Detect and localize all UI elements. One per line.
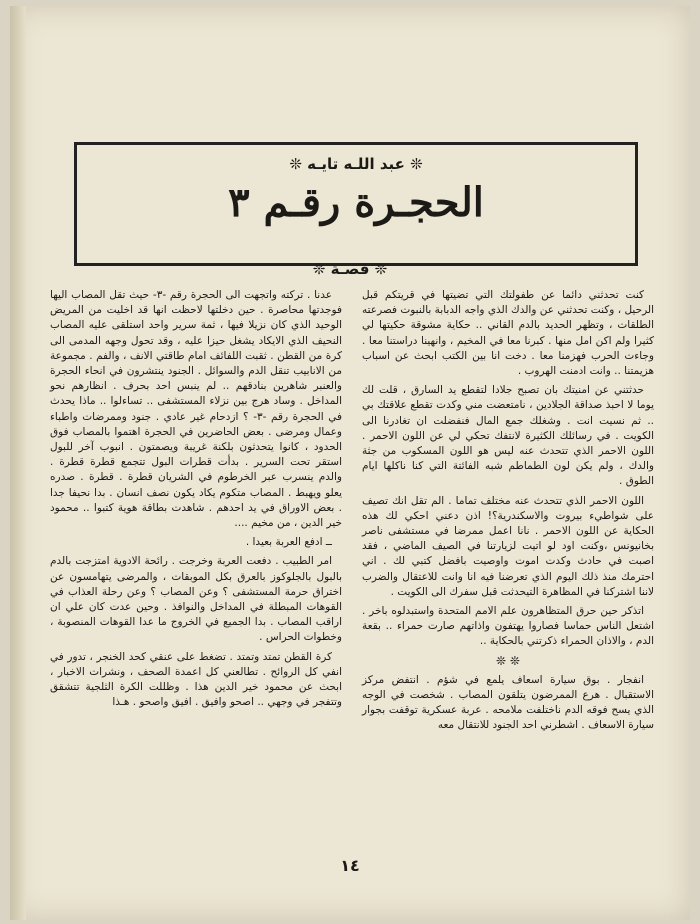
paragraph: ــ ادفع العربة بعيدا . bbox=[245, 536, 332, 549]
page-number: ١٤ bbox=[340, 856, 360, 875]
paragraph: حدثتني عن امنيتك بان تصبح جلادا لتقطع يد السارق ، قلت لك يوما لا احبذ صداقة الجلادين ، نامتعضت مني وكدت تقطع علاقتك بي .. ثم نسيت انت . وشغلك جمع المال فنفضلت ان تغادرنا الى الكويت . في رسائلك الكثيرة لانتفك تحكي لي عن اللون الاحمر . اللون الاحمر الذي تتحدث عنه ليس هو اللون المسكوب من جثة والدك ، ولم يكن لون الطماطم شبه الفائتة التي كنا ناكلها ايام الطوق . bbox=[362, 384, 654, 488]
right-column bbox=[362, 288, 654, 738]
genre-label: ❊ قصـة ❊ bbox=[312, 260, 388, 278]
binding-gutter bbox=[10, 6, 26, 920]
article-title: الحجـرة رقـم ٣ bbox=[228, 179, 484, 226]
section-divider: ❊ ❊ bbox=[496, 653, 520, 668]
paragraph: اتذكر حين حرق المتظاهرون علم الامم المتحدة واستبدلوه باخر . اشتعل الناس حماسا فصاروا يهتفون واذاتهم صارت حمراء .. بقعة الدم ، والاذان الحمراء ذكرتني بالحكاية .. bbox=[362, 605, 654, 648]
paragraph: كرة القطن تمتد وتمتد . تضغط على عنقي كحد الخنجر ، تدور في انفي كل الروائح . تطالعني كل اعمدة الصحف ، ونشرات الاخبار ، ابحث عن محمود خير الدين هذا . وظللت الكرة الثلجية تتشقق وتتفجر في وجهي .. اصحو وافيق . افيق واصحو . هـذا bbox=[50, 650, 342, 709]
left-column bbox=[50, 288, 342, 714]
title-box bbox=[74, 142, 638, 266]
author-name: ❊ عبد اللـه تايـه ❊ bbox=[289, 155, 423, 173]
magazine-page bbox=[10, 6, 690, 920]
paragraph: اللون الاحمر الذي تتحدث عنه مختلف تماما . الم تقل انك تصيف على شواطيء بيروت والاسكندرية؟! اذن دعني احكي لك هذه الحكاية عن اللون الاحمر . نانا اعمل ممرضا في مستشفى ناصر بخانيونس ،وكنت اود لو اتيت لزيارتنا في الصيف الماضي ، فقد اصبت في حادث وكدت اموت واوصيت بافضل كتبي لك . اني احترمك منذ ذلك اليوم الذي تعرضنا فيه انا وانت للاعتقال والضرب لاننا اشتركنا في المظاهرة التيحدثت قبل سفرك الى الكويت . bbox=[362, 494, 654, 598]
paragraph: امر الطبيب . دفعت العربة وخرجت . رائحة الادوية امتزجت بالدم بالبول بالجلوكوز بالعرق بكل الموبقات ، والمرضى يتهامسون عن اختراق حرمة المستشفى ؟ وعن المصاب ؟ وعن رحلة العذاب في القوهات المبطلة في المداخل والنوافذ . وحين عدت كان علي ان اراقب المصاب . بدا الجميع في الخروج ما عدا القوهات المنصوبة ، وخطوات الحراس . bbox=[50, 555, 342, 644]
paragraph: كنت تحدثني دائما عن طفولتك التي تضيتها في قريتكم قبل الرحيل ، وكنت تحدثني عن والدك الذي واجه الدبابة بالنبوت فصرعته الطلقات ، وتظهر الحديد بالدم القاني .. حكاية مشوقة حكيتها لي كثيرا ولم اكن امل منها . كبرنا معا في المخيم ، وانهينا دراستنا معا . وجاءت الحرب فهزمنا معا . دخت انا بين الكتب ابحث عن اسباب هزيمتنا .. وانت ادمنت الهروب . bbox=[362, 289, 654, 378]
paragraph: انفجار . بوق سيارة اسعاف يلمع في شؤم . انتفض مركز الاستقبال . هرع الممرضون يتلقون المصاب . شخصت في الوجه الذي يسح فوقه الدم ناختلفت ملامحه . عربة عسكرية توقفت بجوار سيارة الاسعاف . اشطرني احد الجنود للانتقال معه bbox=[362, 673, 654, 732]
paragraph: عدنا . تركته واتجهت الى الحجرة رقم -٣- حيث تقل المصاب اليها فوجدتها محاصرة . حين دخلتها لاحظت انها قد اخليت من المريض الوحيد الذي كان نزيلا فيها ، ثمة سرير واحد استلقى عليه المصاب النحيف الذي الايكاد يشغل حيزا عليه ، وقد تحول وجهه المدمى الى كرة من القطن . ثقبت اللفائف امام طاقتي الانف ، والفم . مجموعة من الانابيب تنقل الدم والسوائل . الجنود ينتشرون في انحاء الحجرة والعنبر شاهرين بنادقهم .. لم ينبس احد بحرف . انظارهم نحو المداخل . وساد هرج بين نزلاء المستشفى .. تساءلوا .. ماذا يحدث في الحجرة رقم -٣- ؟ ازدحام غير عادي . جنود وممرضات واطباء وعمال ومرضى . بعض الحاضرين في الحجرة اهتموا بالمصاب فوق الحدود ، كانوا يتحدثون بلكنة غريبة ويصمتون . انبوب آخر للبول استقر تحت السرير . بدأت قطرات البول تتجمع قطرة قطرة . والدم ينسرب عبر الخرطوم في الشريان قطرة . قطرة . صدره يعلو ويهبط . المصاب متكوم يكاد يكون نصف انسان . بدا نحيفا جدا . بعض الاوراق في يد احدهم . شاهدت بطاقة هوية كتبوا .. محمود خير الدين ، من مخيم .... bbox=[50, 289, 342, 530]
